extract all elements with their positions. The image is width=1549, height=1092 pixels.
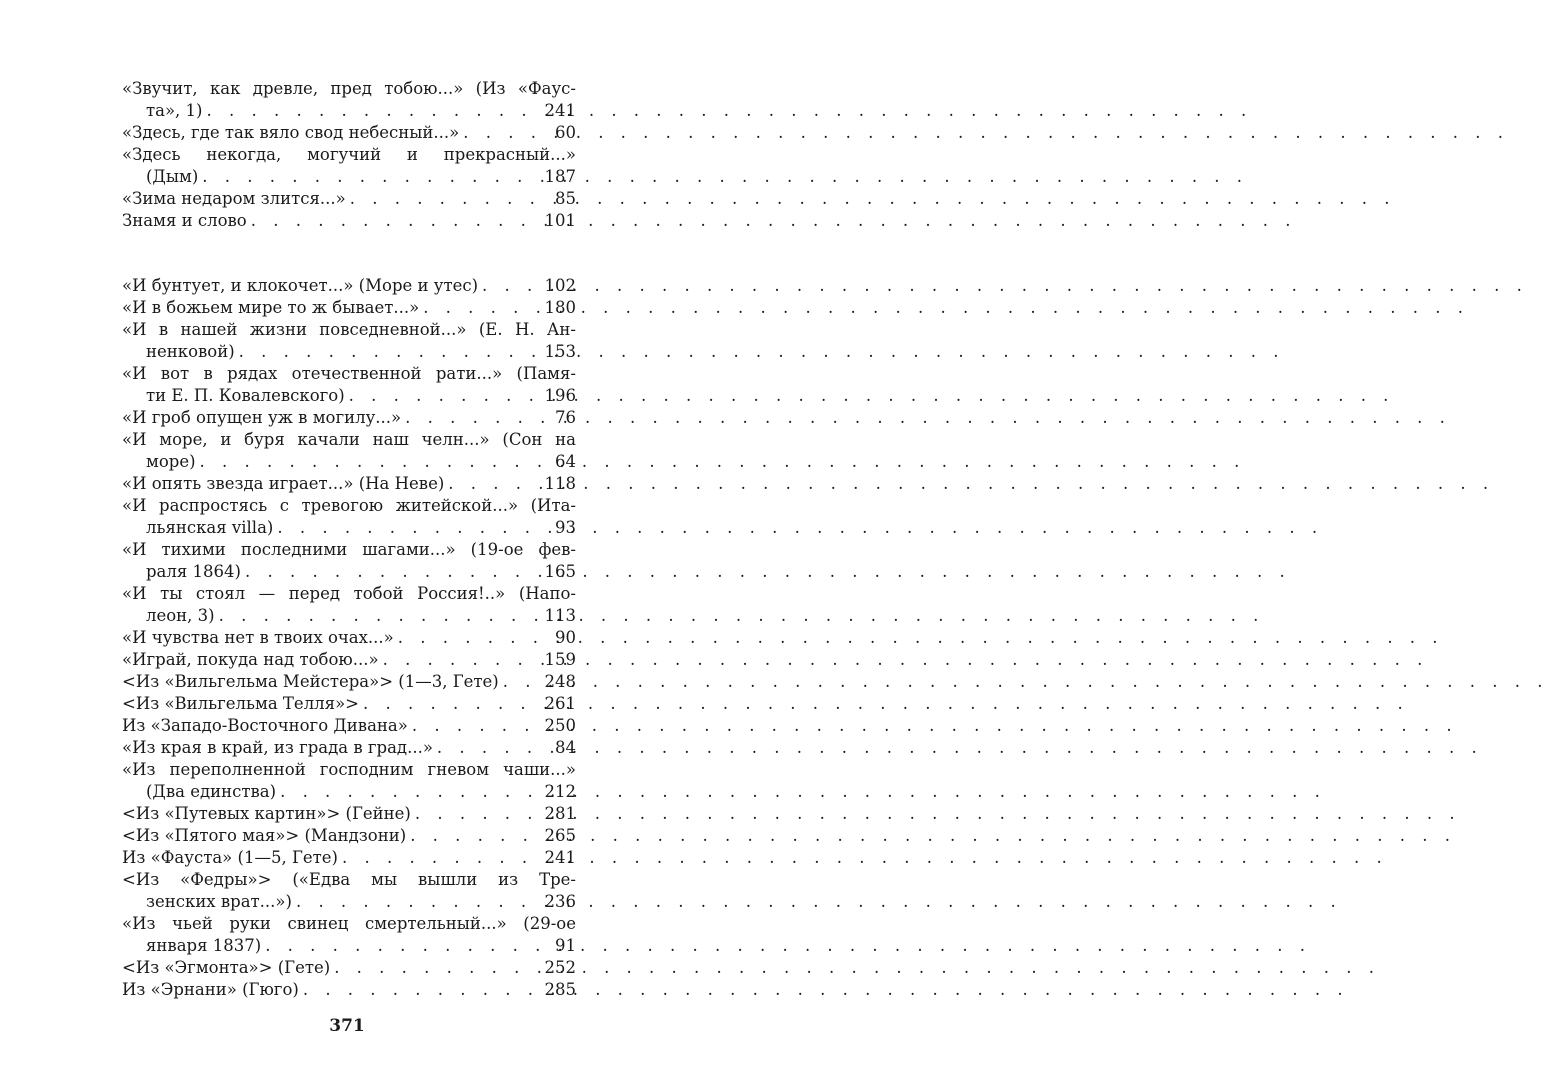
index-entry xyxy=(122,275,576,297)
entry-title-line xyxy=(122,913,576,935)
entry-title-line xyxy=(122,122,576,144)
entry-title-line xyxy=(122,737,576,759)
dot-leader xyxy=(247,210,542,232)
entry-page-number: 281 xyxy=(544,804,576,823)
entry-page-number: 250 xyxy=(544,716,576,735)
index-entry xyxy=(122,649,576,671)
entry-title: «Из чьей руки свинец смертельный...» (29-ое xyxy=(122,914,576,933)
entry-page-number: 252 xyxy=(544,958,576,977)
entry-title: Из «Фауста» (1—5, Гете) xyxy=(122,848,338,867)
index-entry xyxy=(122,539,576,583)
entry-title: Из «Западо-Восточного Дивана» xyxy=(122,716,408,735)
entry-continuation-line xyxy=(122,517,576,539)
entry-title: «И море, и буря качали наш челн...» (Сон на xyxy=(122,430,576,449)
dot-leader xyxy=(276,781,542,803)
entry-title-line xyxy=(122,957,576,979)
entry-title: «И чувства нет в твоих очах...» xyxy=(122,628,394,647)
entry-title: «И гроб опущен уж в могилу...» xyxy=(122,408,402,427)
entry-title-line xyxy=(122,473,576,495)
entry-title: «Играй, покуда над тобою...» xyxy=(122,650,379,669)
entry-title: зенских врат...») xyxy=(146,892,292,911)
index-entry xyxy=(122,825,576,847)
page-number: 371 xyxy=(329,1016,365,1036)
entry-page-number: 60 xyxy=(555,123,576,142)
book-page xyxy=(0,0,694,1092)
dot-leader xyxy=(433,737,542,759)
entry-title-line xyxy=(122,210,576,232)
entry-title-line xyxy=(122,539,576,561)
entry-page-number: 102 xyxy=(544,276,576,295)
entry-title-line xyxy=(122,759,576,781)
entry-title: «Здесь некогда, могучий и прекрасный...» xyxy=(122,145,576,164)
dot-leader xyxy=(499,671,542,693)
entry-title: <Из «Пятого мая»> (Мандзони) xyxy=(122,826,407,845)
dot-leader xyxy=(299,979,542,1001)
index-entry xyxy=(122,473,576,495)
entry-title: «Из края в край, из града в град...» xyxy=(122,738,433,757)
entry-title: «И распростясь с тревогою житейской...» (Ита- xyxy=(122,496,576,515)
entry-page-number: 159 xyxy=(544,650,576,669)
entry-title: <Из «Эгмонта»> (Гете) xyxy=(122,958,331,977)
entry-continuation-line xyxy=(122,781,576,803)
index-entry xyxy=(122,583,576,627)
entry-title: раля 1864) xyxy=(146,562,241,581)
index-entry xyxy=(122,671,576,693)
index-entry xyxy=(122,627,576,649)
dot-leader xyxy=(359,693,542,715)
dot-leader xyxy=(196,451,542,473)
index-entry xyxy=(122,429,576,473)
entry-page-number: 285 xyxy=(544,980,576,999)
dot-leader xyxy=(345,385,542,407)
entry-title-line xyxy=(122,847,576,869)
entry-page-number: 90 xyxy=(555,628,576,647)
entry-page-number: 261 xyxy=(544,694,576,713)
entry-title: <Из «Путевых картин»> (Гейне) xyxy=(122,804,411,823)
dot-leader xyxy=(411,803,542,825)
index-entry xyxy=(122,122,576,144)
entry-title: «И в божьем мире то ж бывает...» xyxy=(122,298,420,317)
entry-title-line xyxy=(122,319,576,341)
dot-leader xyxy=(292,891,542,913)
entry-title: «И бунтует, и клокочет...» (Море и утес) xyxy=(122,276,479,295)
entry-title: <Из «Федры»> («Едва мы вышли из Тре- xyxy=(122,870,576,889)
entry-title-line xyxy=(122,78,576,100)
index-entry xyxy=(122,210,576,232)
entry-page-number: 113 xyxy=(544,606,576,625)
entry-page-number: 76 xyxy=(555,408,576,427)
entry-title-line xyxy=(122,869,576,891)
entry-title-line xyxy=(122,363,576,385)
index-entry xyxy=(122,759,576,803)
index-entry xyxy=(122,188,576,210)
dot-leader xyxy=(338,847,542,869)
entry-title-line xyxy=(122,803,576,825)
dot-leader xyxy=(215,605,542,627)
entry-continuation-line xyxy=(122,341,576,363)
entry-page-number: 187 xyxy=(544,167,576,186)
entry-title: «Зима недаром злится...» xyxy=(122,189,346,208)
dot-leader xyxy=(408,715,542,737)
index-entry xyxy=(122,913,576,957)
entry-page-number: 165 xyxy=(544,562,576,581)
entry-title-line xyxy=(122,144,576,166)
dot-leader xyxy=(261,935,542,957)
entry-page-number: 64 xyxy=(555,452,576,471)
dot-leader xyxy=(394,627,542,649)
index-entry xyxy=(122,869,576,913)
entry-title: ти Е. П. Ковалевского) xyxy=(146,386,345,405)
entry-page-number: 196 xyxy=(544,386,576,405)
entry-page-number: 265 xyxy=(544,826,576,845)
dot-leader xyxy=(273,517,542,539)
index-entry xyxy=(122,847,576,869)
entry-page-number: 241 xyxy=(544,848,576,867)
entry-title: января 1837) xyxy=(146,936,262,955)
index-entry xyxy=(122,363,576,407)
dot-leader xyxy=(330,957,542,979)
entry-title: (Дым) xyxy=(146,167,199,186)
entry-title: Из «Эрнани» (Гюго) xyxy=(122,980,299,999)
entry-page-number: 153 xyxy=(544,342,576,361)
entry-title-line xyxy=(122,495,576,517)
entry-title: «И ты стоял — перед тобой Россия!..» (Напо- xyxy=(122,584,576,603)
dot-leader xyxy=(379,649,542,671)
entry-title: леон, 3) xyxy=(146,606,215,625)
index-entry xyxy=(122,297,576,319)
dot-leader xyxy=(203,100,543,122)
dot-leader xyxy=(444,473,542,495)
entry-page-number: 85 xyxy=(555,189,576,208)
index-entry xyxy=(122,979,576,1001)
index-entry xyxy=(122,957,576,979)
index-entry xyxy=(122,407,576,429)
entry-title-line xyxy=(122,979,576,1001)
entry-page-number: 118 xyxy=(544,474,576,493)
entry-title-line xyxy=(122,715,576,737)
dot-leader xyxy=(346,188,542,210)
entry-continuation-line xyxy=(122,385,576,407)
dot-leader xyxy=(198,166,542,188)
index-entry xyxy=(122,495,576,539)
entry-title-line xyxy=(122,671,576,693)
entry-title-line xyxy=(122,297,576,319)
entry-page-number: 212 xyxy=(544,782,576,801)
index-entry xyxy=(122,715,576,737)
entry-title: ненковой) xyxy=(146,342,235,361)
index-entry xyxy=(122,693,576,715)
entry-page-number: 101 xyxy=(544,211,576,230)
entry-continuation-line xyxy=(122,451,576,473)
entry-page-number: 180 xyxy=(544,298,576,317)
entry-title: «И в нашей жизни повседневной...» (Е. Н. Ан- xyxy=(122,320,576,339)
entry-title: море) xyxy=(146,452,196,471)
entry-continuation-line xyxy=(122,166,576,188)
entry-page-number: 236 xyxy=(544,892,576,911)
index-entry xyxy=(122,737,576,759)
entry-title: льянская villa) xyxy=(146,518,274,537)
dot-leader xyxy=(406,825,542,847)
entry-continuation-line xyxy=(122,561,576,583)
entry-title: «Здесь, где так вяло свод небесный...» xyxy=(122,123,460,142)
entry-page-number: 241 xyxy=(544,101,576,120)
entry-continuation-line xyxy=(122,605,576,627)
entry-title-line xyxy=(122,693,576,715)
dot-leader xyxy=(459,122,542,144)
entry-page-number: 84 xyxy=(555,738,576,757)
entry-title-line xyxy=(122,583,576,605)
entry-title-line xyxy=(122,275,576,297)
entry-title: (Два единства) xyxy=(146,782,277,801)
entry-continuation-line xyxy=(122,100,576,122)
dot-leader xyxy=(478,275,542,297)
entry-page-number: 91 xyxy=(555,936,576,955)
entry-title: «И вот в рядах отечественной рати...» (Памя- xyxy=(122,364,576,383)
entry-title-line xyxy=(122,429,576,451)
entry-title: Знамя и слово xyxy=(122,211,247,230)
entry-title: <Из «Вильгельма Телля»> xyxy=(122,694,359,713)
entry-title-line xyxy=(122,825,576,847)
dot-leader xyxy=(241,561,542,583)
entry-page-number: 248 xyxy=(544,672,576,691)
dot-leader xyxy=(401,407,542,429)
entry-title-line xyxy=(122,627,576,649)
index-entry xyxy=(122,803,576,825)
entry-page-number: 93 xyxy=(555,518,576,537)
entry-title-line xyxy=(122,649,576,671)
entry-continuation-line xyxy=(122,935,576,957)
entry-title-line xyxy=(122,188,576,210)
index-entry xyxy=(122,78,576,122)
dot-leader xyxy=(419,297,542,319)
entry-title: та», 1) xyxy=(146,101,203,120)
index-entry xyxy=(122,144,576,188)
entry-title: «И тихими последними шагами...» (19-ое фев- xyxy=(122,540,576,559)
entry-title: «Из переполненной господним гневом чаши...» xyxy=(122,760,576,779)
index-entry xyxy=(122,319,576,363)
entry-title: «Звучит, как древле, пред тобою...» (Из «Фаус- xyxy=(122,79,576,98)
entry-title-line xyxy=(122,407,576,429)
entry-title: <Из «Вильгельма Мейстера»> (1—3, Гете) xyxy=(122,672,499,691)
entry-continuation-line xyxy=(122,891,576,913)
entry-title: «И опять звезда играет...» (На Неве) xyxy=(122,474,445,493)
dot-leader xyxy=(235,341,542,363)
